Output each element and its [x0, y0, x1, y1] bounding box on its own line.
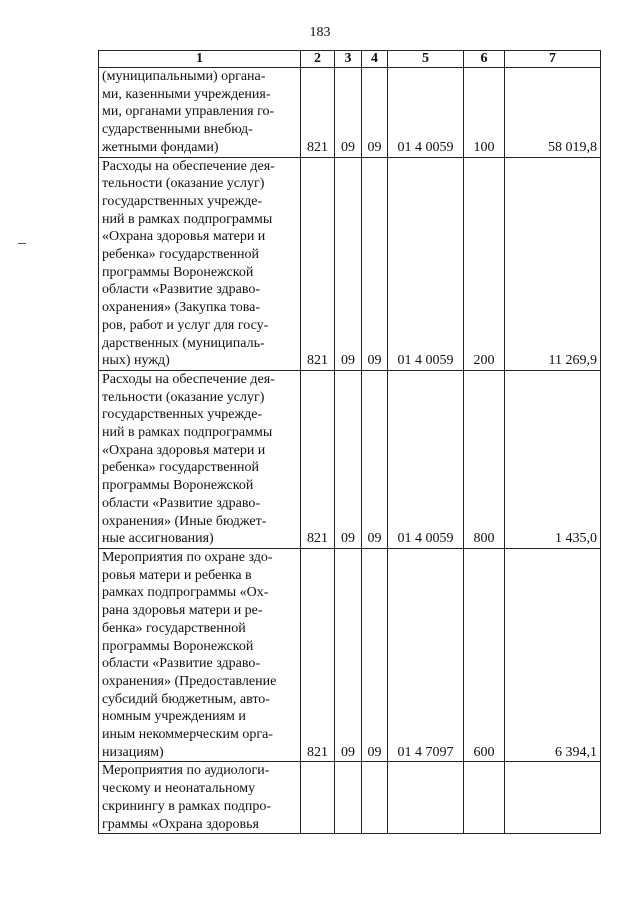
description-line: иным некоммерческим орга-: [102, 727, 273, 743]
section-code-cell: 09: [335, 68, 362, 158]
target-article-cell: 01 4 0059: [388, 68, 464, 158]
description-line: ми, органами управления го-: [102, 104, 275, 120]
description-line: Расходы на обеспечение дея-: [102, 158, 275, 174]
expense-type-cell: [464, 762, 505, 834]
section-code-cell: 09: [335, 548, 362, 761]
column-header: 4: [362, 51, 388, 68]
description-line: ребенка» государственной: [102, 460, 259, 476]
description-line: программы Воронежской: [102, 478, 254, 494]
table-row: [99, 157, 601, 370]
description-line: программы Воронежской: [102, 638, 254, 654]
ministry-code-cell: 821: [301, 157, 335, 370]
description-line: государственных учрежде-: [102, 193, 263, 209]
description-line: охранения» (Закупка това-: [102, 300, 261, 316]
description-line: области «Развитие здраво-: [102, 656, 261, 672]
description-line: государственных учрежде-: [102, 407, 263, 423]
description-line: рамках подпрограммы «Ох-: [102, 585, 269, 601]
description-line: скринингу в рамках подпро-: [102, 798, 272, 814]
table-row: [99, 548, 601, 761]
section-code-cell: 09: [335, 370, 362, 548]
target-article-cell: [388, 762, 464, 834]
row-description: [99, 157, 301, 370]
column-header: 1: [99, 51, 301, 68]
target-article-cell: 01 4 7097: [388, 548, 464, 761]
target-article-cell: 01 4 0059: [388, 370, 464, 548]
description-line: «Охрана здоровья матери и: [102, 229, 266, 245]
subsection-code-cell: 09: [362, 157, 388, 370]
description-line: ми, казенными учреждения-: [102, 86, 271, 102]
description-line: тельности (оказание услуг): [102, 389, 265, 405]
ministry-code-cell: 821: [301, 548, 335, 761]
description-line: рана здоровья матери и ре-: [102, 603, 263, 619]
margin-mark: [18, 243, 26, 244]
section-code-cell: 09: [335, 157, 362, 370]
row-description: [99, 370, 301, 548]
description-line: ровья матери и ребенка в: [102, 567, 252, 583]
description-line: программы Воронежской: [102, 264, 254, 280]
subsection-code-cell: 09: [362, 370, 388, 548]
budget-table: [98, 50, 601, 834]
description-line: ческому и неонатальному: [102, 781, 256, 797]
amount-cell: 58 019,8: [505, 68, 601, 158]
row-description: [99, 68, 301, 158]
page-number: 183: [309, 25, 331, 40]
column-header: 7: [505, 51, 601, 68]
description-line: ний в рамках подпрограммы: [102, 425, 273, 441]
description-line: номным учреждениям и: [102, 709, 246, 725]
subsection-code-cell: 09: [362, 548, 388, 761]
description-line: Мероприятия по аудиологи-: [102, 763, 270, 779]
description-line: ных) нужд): [102, 353, 170, 369]
description-line: ребенка» государственной: [102, 247, 259, 263]
description-line: ров, работ и услуг для госу-: [102, 317, 269, 333]
target-article-cell: 01 4 0059: [388, 157, 464, 370]
description-line: «Охрана здоровья матери и: [102, 442, 266, 458]
table-header-row: [99, 51, 601, 68]
row-description: [99, 548, 301, 761]
amount-cell: [505, 762, 601, 834]
description-line: Мероприятия по охране здо-: [102, 549, 273, 565]
description-line: сударственными внебюд-: [102, 122, 253, 138]
table-row: [99, 370, 601, 548]
description-line: ний в рамках подпрограммы: [102, 211, 273, 227]
description-line: субсидий бюджетным, авто-: [102, 691, 270, 707]
amount-cell: 11 269,9: [505, 157, 601, 370]
amount-cell: 6 394,1: [505, 548, 601, 761]
table-body: [99, 68, 601, 834]
description-line: области «Развитие здраво-: [102, 495, 261, 511]
description-line: бенка» государственной: [102, 620, 246, 636]
subsection-code-cell: 09: [362, 68, 388, 158]
expense-type-cell: 200: [464, 157, 505, 370]
expense-type-cell: 100: [464, 68, 505, 158]
ministry-code-cell: [301, 762, 335, 834]
description-line: охранения» (Предоставление: [102, 673, 277, 689]
column-header: 2: [301, 51, 335, 68]
description-line: (муниципальными) органа-: [102, 69, 266, 84]
description-line: тельности (оказание услуг): [102, 176, 265, 192]
description-line: низациям): [102, 744, 164, 760]
subsection-code-cell: [362, 762, 388, 834]
description-line: области «Развитие здраво-: [102, 282, 261, 298]
description-line: жетными фондами): [102, 139, 219, 155]
description-line: ные ассигнования): [102, 531, 214, 547]
amount-cell: 1 435,0: [505, 370, 601, 548]
description-line: дарственных (муниципаль-: [102, 335, 265, 351]
row-description: [99, 762, 301, 834]
table-row: [99, 68, 601, 158]
description-line: Расходы на обеспечение дея-: [102, 371, 275, 387]
section-code-cell: [335, 762, 362, 834]
table-row: [99, 762, 601, 834]
description-line: охранения» (Иные бюджет-: [102, 513, 267, 529]
column-header: 3: [335, 51, 362, 68]
description-line: граммы «Охрана здоровья: [102, 816, 259, 832]
column-header: 5: [388, 51, 464, 68]
column-header: 6: [464, 51, 505, 68]
expense-type-cell: 600: [464, 548, 505, 761]
expense-type-cell: 800: [464, 370, 505, 548]
ministry-code-cell: 821: [301, 68, 335, 158]
ministry-code-cell: 821: [301, 370, 335, 548]
